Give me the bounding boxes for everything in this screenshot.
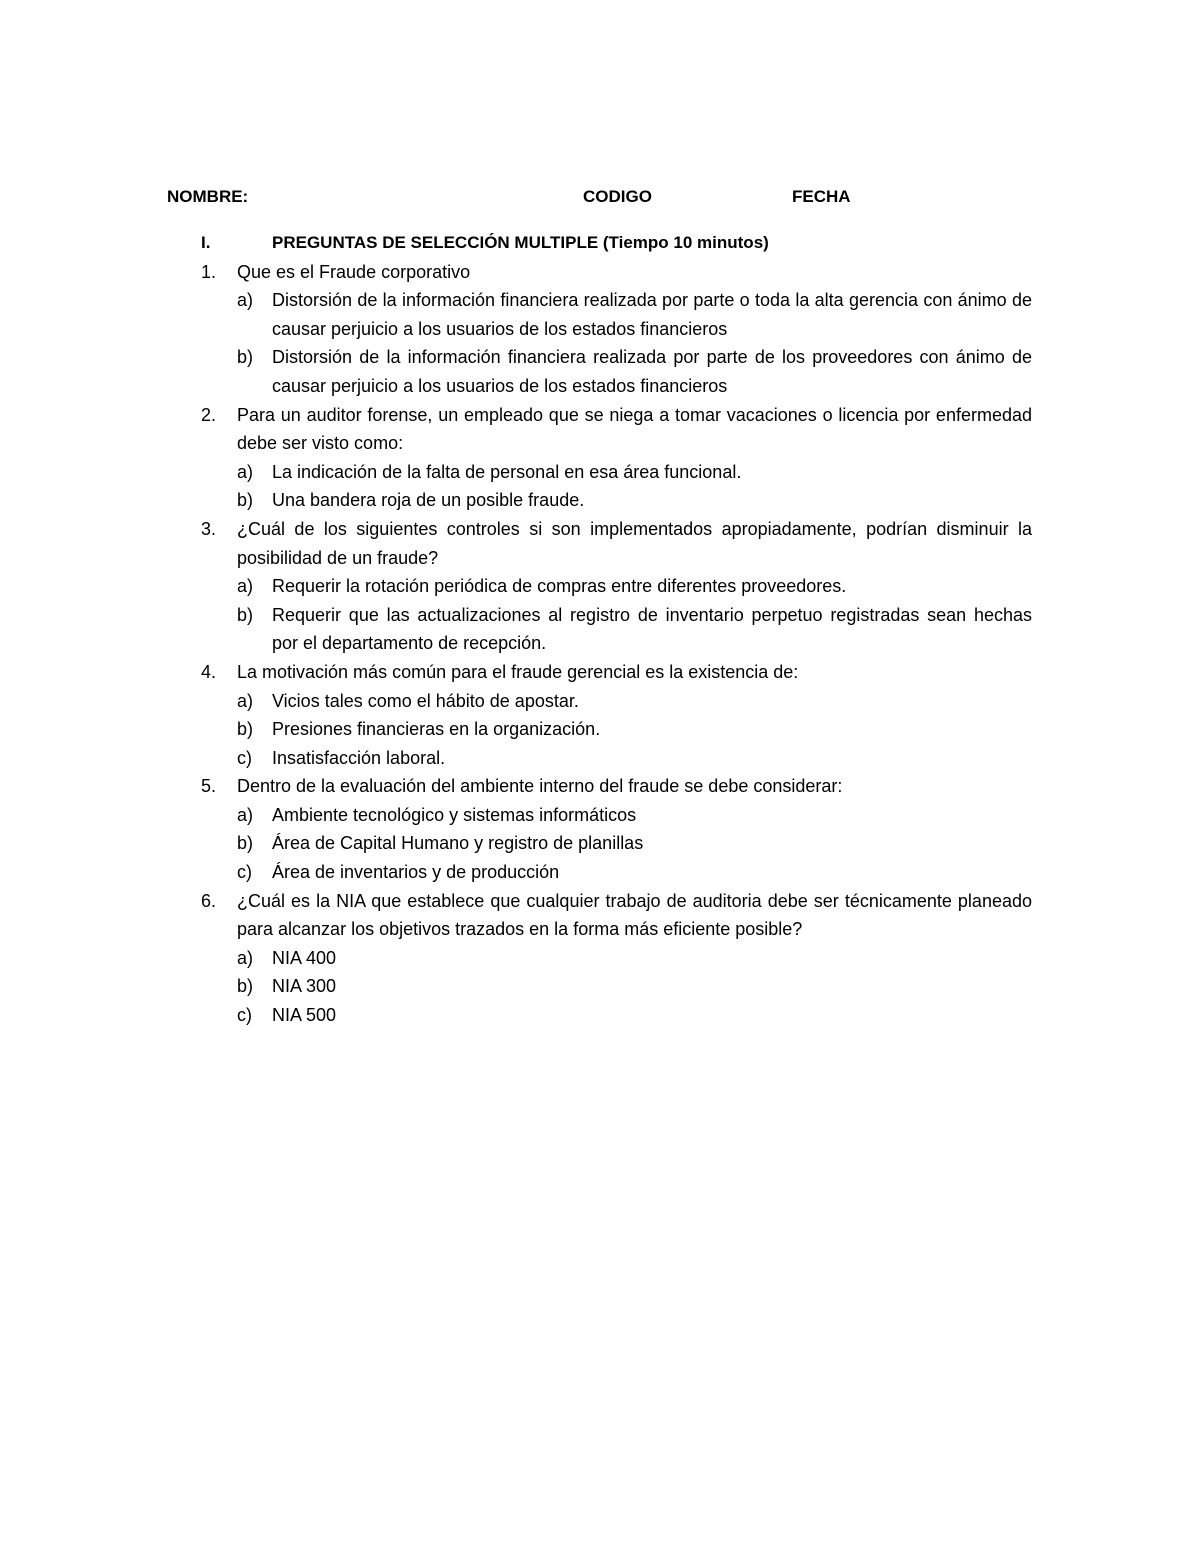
option-text: Una bandera roja de un posible fraude. [272,490,585,511]
question-number: 3. [201,518,217,539]
fecha-label: FECHA [792,187,851,206]
option-text: Distorsión de la información financiera realizada por parte o toda la alta gerencia con ánimo de causar perjuicio a los usuarios de los estados financieros [272,290,1032,339]
option-letter: a) [237,576,254,597]
section-number: I. [201,233,211,252]
question-5 [0,772,1200,801]
option-text: Requerir que las actualizaciones al registro de inventario perpetuo registradas sean hechas por el departamento de recepción. [272,604,1032,654]
option-3a [0,572,1200,601]
exam-header [167,187,1037,211]
option-letter: a) [237,461,254,482]
section-heading [0,229,1200,258]
option-letter: c) [237,747,252,768]
question-6 [0,887,1200,944]
question-text: ¿Cuál de los siguientes controles si son implementados apropiadamente, podrían disminuir la posibilidad de un fraude? [237,518,1032,568]
option-text: Ambiente tecnológico y sistemas informáticos [272,804,637,825]
option-6b [0,972,1200,1001]
option-text: La indicación de la falta de personal en esa área funcional. [272,461,742,482]
question-text: ¿Cuál es la NIA que establece que cualquier trabajo de auditoria debe ser técnicamente planeado para alcanzar los objetivos trazados en la forma más eficiente posible? [237,890,1032,940]
option-1b [0,343,1200,400]
question-text: Para un auditor forense, un empleado que se niega a tomar vacaciones o licencia por enfermedad debe ser visto como: [237,404,1032,454]
option-text: NIA 300 [272,976,337,997]
option-text: Insatisfacción laboral. [272,747,446,768]
option-6a [0,944,1200,973]
option-letter: b) [237,833,254,854]
option-text: Distorsión de la información financiera realizada por parte de los proveedores con ánimo de causar perjuicio a los usuarios de los estados financieros [272,347,1032,396]
option-text: Vicios tales como el hábito de apostar. [272,690,579,711]
question-text: La motivación más común para el fraude gerencial es la existencia de: [237,661,799,682]
option-3b [0,601,1200,658]
option-letter: a) [237,690,254,711]
option-5a [0,801,1200,830]
question-text: Que es el Fraude corporativo [237,261,471,282]
option-letter: b) [237,604,254,625]
option-letter: b) [237,976,254,997]
option-text: NIA 500 [272,1005,337,1026]
option-letter: b) [237,347,254,368]
question-number: 1. [201,261,217,282]
option-text: Presiones financieras en la organización. [272,719,601,740]
question-1 [0,258,1200,287]
question-4 [0,658,1200,687]
option-letter: b) [237,719,254,740]
question-3 [0,515,1200,572]
option-letter: c) [237,1005,252,1026]
nombre-label: NOMBRE: [167,187,249,206]
option-text: Área de inventarios y de producción [272,862,560,883]
exam-content [0,229,1200,1030]
question-number: 6. [201,890,217,911]
question-2 [0,401,1200,458]
option-letter: b) [237,490,254,511]
option-5b [0,829,1200,858]
question-text: Dentro de la evaluación del ambiente interno del fraude se debe considerar: [237,776,843,797]
codigo-label: CODIGO [583,187,652,206]
option-5c [0,858,1200,887]
option-4a [0,687,1200,716]
option-2a [0,458,1200,487]
option-letter: a) [237,804,254,825]
option-letter: a) [237,290,254,311]
option-text: Requerir la rotación periódica de compras entre diferentes proveedores. [272,576,847,597]
option-4b [0,715,1200,744]
option-4c [0,744,1200,773]
option-letter: a) [237,947,254,968]
option-text: NIA 400 [272,947,337,968]
question-number: 2. [201,404,217,425]
option-6c [0,1001,1200,1030]
option-2b [0,486,1200,515]
question-number: 5. [201,776,217,797]
section-title: PREGUNTAS DE SELECCIÓN MULTIPLE (Tiempo 10 minutos) [272,233,769,252]
question-number: 4. [201,661,217,682]
option-text: Área de Capital Humano y registro de planillas [272,833,644,854]
option-letter: c) [237,862,252,883]
option-1a [0,286,1200,343]
